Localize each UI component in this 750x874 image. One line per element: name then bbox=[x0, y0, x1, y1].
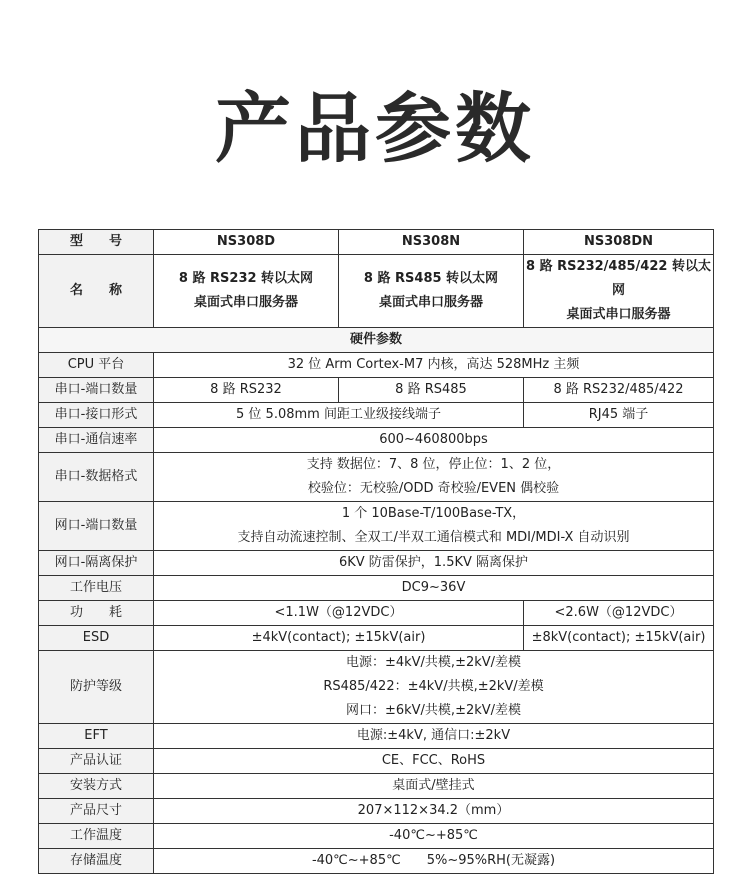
model-ns308n: NS308N bbox=[339, 230, 524, 255]
row-value: 207×112×34.2（mm） bbox=[154, 799, 714, 824]
row-name bbox=[39, 255, 714, 328]
row-voltage bbox=[39, 576, 714, 601]
row-serial-port-count bbox=[39, 378, 714, 403]
row-value: 8 路 RS485 bbox=[339, 378, 524, 403]
row-value bbox=[154, 453, 714, 502]
value-line: 支持自动流速控制、全双工/半双工通信模式和 MDI/MDI-X 自动识别 bbox=[237, 530, 630, 545]
row-serial-format bbox=[39, 453, 714, 502]
row-value: -40℃~+85℃ bbox=[154, 824, 714, 849]
row-label: 网口-端口数量 bbox=[39, 502, 154, 551]
row-value: RJ45 端子 bbox=[524, 403, 714, 428]
row-label: 串口-端口数量 bbox=[39, 378, 154, 403]
row-value: ±4kV(contact); ±15kV(air) bbox=[154, 626, 524, 651]
row-label: 串口-通信速率 bbox=[39, 428, 154, 453]
value-line: 支持 数据位：7、8 位，停止位：1、2 位， bbox=[306, 457, 561, 472]
row-value: CE、FCC、RoHS bbox=[154, 749, 714, 774]
row-value: 8 路 RS232/485/422 bbox=[524, 378, 714, 403]
row-value: 600~460800bps bbox=[154, 428, 714, 453]
row-label: 工作电压 bbox=[39, 576, 154, 601]
name-line: 8 路 RS232/485/422 转以太网 bbox=[526, 259, 711, 298]
row-value: DC9~36V bbox=[154, 576, 714, 601]
row-label: CPU 平台 bbox=[39, 353, 154, 378]
row-mounting bbox=[39, 774, 714, 799]
name-line: 8 路 RS232 转以太网 bbox=[178, 271, 314, 286]
row-serial-rate bbox=[39, 428, 714, 453]
row-dimensions bbox=[39, 799, 714, 824]
model-ns308d: NS308D bbox=[154, 230, 339, 255]
value-line: 电源：±4kV/共模,±2kV/差模 bbox=[345, 655, 522, 670]
row-value: -40℃~+85℃ 5%~95%RH(无凝露) bbox=[154, 849, 714, 874]
row-value bbox=[154, 502, 714, 551]
row-value: 5 位 5.08mm 间距工业级接线端子 bbox=[154, 403, 524, 428]
name-ns308n bbox=[339, 255, 524, 328]
name-line: 桌面式串口服务器 bbox=[193, 295, 298, 310]
page-title: 产品参数 bbox=[215, 84, 535, 173]
name-ns308dn bbox=[524, 255, 714, 328]
row-label: 串口-接口形式 bbox=[39, 403, 154, 428]
row-eft bbox=[39, 724, 714, 749]
row-label: 存储温度 bbox=[39, 849, 154, 874]
row-esd bbox=[39, 626, 714, 651]
value-line: 校验位：无校验/ODD 奇校验/EVEN 偶校验 bbox=[307, 481, 560, 496]
row-section-hardware bbox=[39, 328, 714, 353]
row-operating-temp bbox=[39, 824, 714, 849]
name-ns308d bbox=[154, 255, 339, 328]
row-value: 桌面式/壁挂式 bbox=[154, 774, 714, 799]
row-serial-interface bbox=[39, 403, 714, 428]
name-line: 8 路 RS485 转以太网 bbox=[363, 271, 499, 286]
row-cpu bbox=[39, 353, 714, 378]
value-line: 网口：±6kV/共模,±2kV/差模 bbox=[345, 703, 522, 718]
row-storage-temp bbox=[39, 849, 714, 874]
row-label: 安装方式 bbox=[39, 774, 154, 799]
row-label: EFT bbox=[39, 724, 154, 749]
spec-table bbox=[38, 229, 714, 874]
row-label: 网口-隔离保护 bbox=[39, 551, 154, 576]
row-protection bbox=[39, 651, 714, 724]
value-line: 1 个 10Base-T/100Base-TX， bbox=[341, 506, 526, 521]
row-label: 产品认证 bbox=[39, 749, 154, 774]
row-value: <2.6W（@12VDC） bbox=[524, 601, 714, 626]
row-label: 名 称 bbox=[39, 255, 154, 328]
section-header: 硬件参数 bbox=[39, 328, 714, 353]
row-net-port-count bbox=[39, 502, 714, 551]
row-label: 功 耗 bbox=[39, 601, 154, 626]
row-net-isolation bbox=[39, 551, 714, 576]
row-label: 型 号 bbox=[39, 230, 154, 255]
row-label: 工作温度 bbox=[39, 824, 154, 849]
row-value: 6KV 防雷保护，1.5KV 隔离保护 bbox=[154, 551, 714, 576]
row-power bbox=[39, 601, 714, 626]
name-line: 桌面式串口服务器 bbox=[566, 307, 671, 322]
row-value: 32 位 Arm Cortex-M7 内核，高达 528MHz 主频 bbox=[154, 353, 714, 378]
row-value bbox=[154, 651, 714, 724]
name-line: 桌面式串口服务器 bbox=[378, 295, 483, 310]
row-label: 串口-数据格式 bbox=[39, 453, 154, 502]
row-value: 电源:±4kV, 通信口:±2kV bbox=[154, 724, 714, 749]
row-label: ESD bbox=[39, 626, 154, 651]
row-value: <1.1W（@12VDC） bbox=[154, 601, 524, 626]
row-value: 8 路 RS232 bbox=[154, 378, 339, 403]
row-value: ±8kV(contact); ±15kV(air) bbox=[524, 626, 714, 651]
model-ns308dn: NS308DN bbox=[524, 230, 714, 255]
row-label: 产品尺寸 bbox=[39, 799, 154, 824]
row-label: 防护等级 bbox=[39, 651, 154, 724]
value-line: RS485/422：±4kV/共模,±2kV/差模 bbox=[323, 679, 544, 694]
row-model bbox=[39, 230, 714, 255]
row-certification bbox=[39, 749, 714, 774]
